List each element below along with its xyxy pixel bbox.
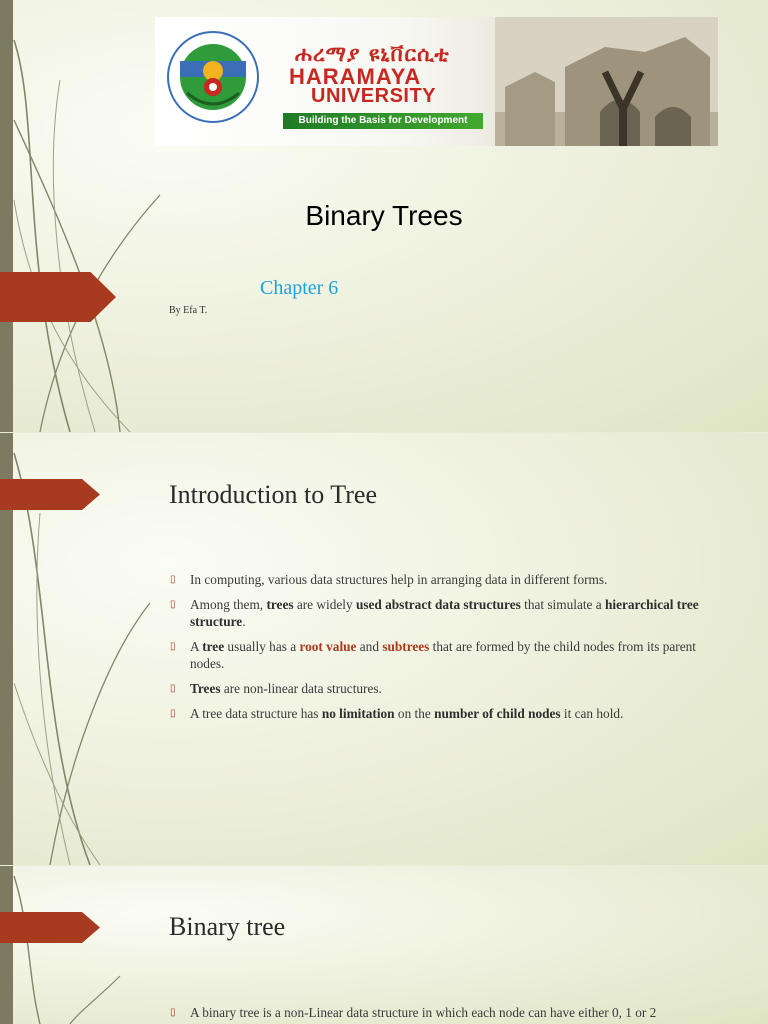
university-name-line2: UNIVERSITY bbox=[311, 85, 437, 107]
university-banner bbox=[155, 17, 718, 146]
author-byline: By Efa T. bbox=[169, 305, 208, 316]
slide-title: Introduction to Tree bbox=[169, 480, 377, 509]
bullet-marker-icon: ▯ bbox=[170, 599, 176, 610]
bullet-list bbox=[170, 1004, 730, 1024]
arrow-tab-icon bbox=[0, 479, 100, 510]
slide-title: Binary tree bbox=[169, 912, 286, 941]
bullet-marker-icon: ▯ bbox=[170, 641, 176, 652]
arrow-tab-icon bbox=[0, 912, 100, 943]
list-item: ▯ Among them, trees are widely used abstract data structures that simulate a hierarchical tree structure. bbox=[170, 597, 699, 629]
list-item: ▯ A tree data structure has no limitation on the number of child nodes it can hold. bbox=[170, 706, 624, 721]
university-tagline: Building the Basis for Development bbox=[283, 113, 483, 129]
university-name-amharic: ሐረማያ ዩኒቨርሲቲ bbox=[295, 42, 450, 66]
decorative-swirls bbox=[0, 866, 200, 1024]
list-item: ▯ A tree usually has a root value and subtrees that are formed by the child nodes from its parent nodes. bbox=[170, 639, 696, 671]
list-item: ▯ A binary tree is a non-Linear data structure in which each node can have either 0, 1 or 2 bbox=[170, 1005, 657, 1020]
university-name-line1: HARAMAYA bbox=[289, 64, 422, 89]
bullet-marker-icon: ▯ bbox=[170, 708, 176, 719]
bullet-marker-icon: ▯ bbox=[170, 1007, 176, 1018]
list-item: ▯ Trees are non-linear data structures. bbox=[170, 681, 382, 696]
intro-slide bbox=[0, 433, 768, 865]
chapter-subtitle: Chapter 6 bbox=[260, 277, 339, 299]
bullet-list bbox=[170, 571, 730, 730]
list-item: ▯ In computing, various data structures help in arranging data in different forms. bbox=[170, 572, 608, 587]
title-slide bbox=[0, 0, 768, 432]
university-seal-icon bbox=[167, 31, 259, 123]
presentation-title: Binary Trees bbox=[305, 200, 463, 231]
monument-icon bbox=[495, 17, 718, 146]
bullet-marker-icon: ▯ bbox=[170, 683, 176, 694]
binary-tree-slide bbox=[0, 866, 768, 1024]
bullet-marker-icon: ▯ bbox=[170, 574, 176, 585]
